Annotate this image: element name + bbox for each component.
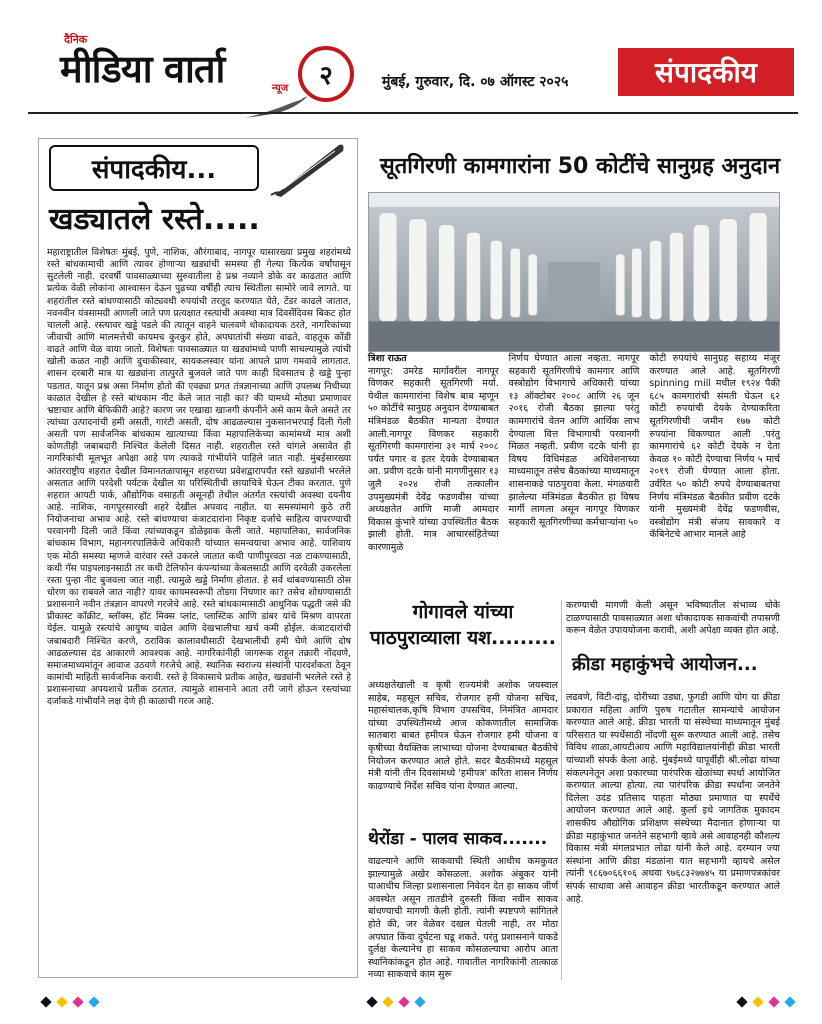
dateline: मुंबई, गुरुवार, दि. ०७ ऑगस्ट २०२५ [382,74,569,90]
yellow-diamond-icon [382,996,393,1007]
footer-marks-left [42,998,98,1006]
lead-story-col-3: कोटी रुपयांचे सानुग्रह सहाय्य मंजूर करण्यात आले आहे. सूतगिरणी spinning mill मधील १९२४ पैकी ६८५ कामगारांची संमती घेऊन ६२ कोटी रुपयांची देयके देण्याकरिता सूतगिरणीची जमीन १७७ कोटी रुपयांना विकण्यात आली .परंतु कामगारांचे ६२ कोटी देयके न देता केवळ १० कोटी देण्याचा निर्णय ५ मार्च २०१९ रोजी घेण्यात आला होता. उर्वरित ५० कोटी रुपये देण्याबाबतचा निर्णय मंत्रिमंडळ बैठकीत प्रवीण दटके यांनी मुख्यमंत्री देवेंद्र फडणवीस, वस्त्रोद्योग मंत्री संजय सावकारे व कॅबिनेटचे आभार मानले आहे [649,353,781,541]
quill-icon [242,94,312,120]
gogawale-headline: गोगावले यांच्या पाठपुराव्याला यश......... [370,601,556,649]
masthead-daily-label: दैनिक [64,33,88,46]
editorial-headline: खड्यातले रस्ते..... [49,202,260,237]
yellow-diamond-icon [56,996,67,1007]
sakav-continued-text: करण्याची मागणी केली असून भविष्यातील संभाव्य धोके टाळण्यासाठी पावसाळ्यात अशा धोकादायक साकवांची तपासणी करून वेळेत उपाययोजना करावी, अशी अपेक्षा व्यक्त होत आहे. [566,600,780,637]
magenta-diamond-icon [768,996,779,1007]
krida-headline: क्रीडा महाकुंभचे आयोजन... [572,654,758,675]
lead-story-columns [368,353,780,583]
cyan-diamond-icon [88,996,99,1007]
editorial-column [38,138,358,978]
footer-marks-center [368,998,424,1006]
black-diamond-icon [40,996,51,1007]
editorial-body: महाराष्ट्रातील विशेषतः मुंबई, पुणे, नाशिक, औरंगाबाद, नागपूर यासारख्या प्रमुख शहरांमध्ये रस्ते बांधकामाची आणि त्यावर होणाऱ्या खड्यांची समस्या ही गेल्या कित्येक वर्षांपासून सुटलेली नाही. दरवर्षी पावसाळ्याच्या सुरुवातीला हे प्रश्न नव्याने डोके वर काढतात आणि प्रत्येक वेळी लोकांना आश्वासन देऊन पुढच्या वर्षीही त्याच स्थितीला सामोरे जावे लागते. या शहरांतील रस्ते बांधण्यासाठी कोट्यवधी रुपयांची तरतूद करण्यात येते, टेंडर काढले जातात, नवनवीन यंत्रसामग्री आणली जाते पण प्रत्यक्षात रस्त्यांची अवस्था मात्र दिवसेंदिवस बिकट होत चालली आहे. रस्त्यावर खड्डे पडले की त्यातून वाहने चालवणे धोकादायक ठरते, नागरिकांच्या जीवाची आणि मालमत्तेची कायमच कुरकुर होते, अपघातांची संख्या वाढते, वाहतूक कोंडी वाढते आणि वेळ वाया जातो. विशेषतः पावसाळ्यात या खड्यांमध्ये पाणी साचल्यामुळे त्यांची खोली कळत नाही आणि दुचाकीस्वार, सायकलस्वार यांना आपले प्राण गमवावे लागतात. शासन दरबारी मात्र या खड्यांना तात्पुरते बुजवले जाते पण काही दिवसातच हे खड्डे पुन्हा पडतात. यातून प्रश्न असा निर्माण होतो की एवढ्या प्रगत तंत्रज्ञानाच्या आणि उपलब्ध निधीच्या काळात देखील हे रस्ते बांधकाम नीट केले जात नाही का? की यामध्ये मोठ्या प्रमाणावर भ्रष्टाचार आणि बेफिकीरी आहे? कारण जर एखाद्या खाजगी कंपनीने असे काम केले असते तर त्यांच्या उत्पादनांची हमी असती, गारंटी असती, दोष आढळल्यास नुकसानभरपाई दिली गेली असती पण सार्वजनिक बांधकाम खात्याच्या किंवा महापालिकेच्या कामांमध्ये मात्र अशी कोणतीही जबाबदारी निश्चित केलेली दिसत नाही. शहरातील रस्ते चांगले असावेत ही नागरिकांची मूलभूत अपेक्षा आहे पण त्याकडे गांभीर्याने पाहिले जात नाही. मुंबईसारख्या आंतरराष्ट्रीय शहरात देखील विमानतळापासून शहराच्या प्रवेशद्वारापर्यंत रस्ते खड्यांनी भरलेले असतात आणि परदेशी पर्यटक देखील या परिस्थितीची छायाचित्रे घेऊन टीका करतात. पुणे शहरात आयटी पार्क, औद्योगिक वसाहती असूनही तेथील अंतर्गत रस्त्यांची अवस्था दयनीय आहे. नाशिक, नागपूरसारखी शहरे देखील अपवाद नाहीत. या समस्यांमागे कुठे तरी नियोजनाचा अभाव आहे. रस्ते बांधण्याचा कंत्राटदारांना निकृष्ट दर्जाचे साहित्य वापरण्याची परवानगी दिली जाते किंवा त्यांच्याकडून डोळेझाक केली जाते. महापालिका, सार्वजनिक बांधकाम विभाग, महानगरपालिकेचे अधिकारी यांच्यात समन्वयाचा अभाव आहे. याशिवाय एक मोठी समस्या म्हणजे वारंवार रस्ते उकरले जातात कधी पाणीपुरवठा नळ टाकण्यासाठी, कधी गॅस पाइपलाइनसाठी तर कधी टेलिफोन कंपन्यांच्या केबलसाठी आणि दरवेळी उकरलेला रस्ता पुन्हा नीट बुजवला जात नाही. त्यामुळे खड्डे निर्माण होतात. हे सर्व थांबवण्यासाठी ठोस धोरण का राबवले जात नाही? यावर कायमस्वरूपी तोडगा निघणार का? तसेच शोधण्यासाठी प्रशासनाने नवीन तंत्रज्ञान वापरणे गरजेचे आहे. रस्ते बांधकामासाठी आधुनिक पद्धती जसे की प्रीकास्ट काँक्रीट, ब्लॉक्स, हॉट मिक्स प्लांट, प्लास्टिक आणि डांबर यांचे मिश्रण वापरता येईल. यामुळे रस्त्यांचे आयुष्य वाढेल आणि देखभालीचा खर्च कमी होईल. कंत्राटदारांची जबाबदारी निश्चित करणे, ठराविक कालावधीसाठी देखभालीची हमी घेणे आणि दोष आढळल्यास दंड आकारणे आवश्यक आहे. नागरिकांनीही जागरूक राहून तक्रारी नोंदवणे, समाजमाध्यमांतून आवाज उठवणे गरजेचे आहे. स्थानिक स्वराज्य संस्थांनी पारदर्शकता ठेवून कामांची माहिती सार्वजनिक करावी. रस्ते हे विकासाचे प्रतीक आहेत, खड्यांनी भरलेले रस्ते हे प्रशासनाच्या अपयशाचे प्रतीक ठरतात. त्यामुळे शासनाने आता तरी जागे होऊन रस्त्यांच्या दर्जाकडे गांभीर्याने लक्ष देणे ही काळाची गरज आहे. [47,247,351,708]
page-number: २ [298,46,354,102]
masthead-news-label: न्यूज [272,83,289,94]
newspaper-title: मीडिया वार्ता [60,47,225,91]
magenta-diamond-icon [398,996,409,1007]
masthead-divider [28,112,798,114]
section-badge: संपादकीय [618,48,794,96]
editorial-banner: संपादकीय... [49,145,259,191]
column-divider [561,600,562,980]
black-diamond-icon [366,996,377,1007]
lead-story-headline: सूतगिरणी कामगारांना 50 कोटींचे सानुग्रह अनुदान [379,154,781,179]
spinning-mill-photo [368,192,780,352]
gogawale-body: अध्यक्षतेखाली व कृषी राज्यमंत्री अशोक जयस्वाल साहेब, महसूल सचिव, रोजगार हमी योजना सचिव, महासंचालक,कृषि विभाग उपसचिव, निमंत्रित आमदार यांच्या उपस्थितीमध्ये आज कोकणातील सामाजिक सातबारा बाबत हमीपत्र घेऊन रोजगार हमी योजना व कृषीच्या वैयक्तिक लाभाच्या योजना देण्याबाबत बैठकीचे नियोजन करण्यात आले होते. सदर बैठकीमध्ये महसूल मंत्री यांनी तीन दिवसांमध्ये 'हमीपत्र' करिता शासन निर्णय काढण्याचे निर्देश सचिव यांना देण्यात आल्या. [368,680,558,792]
footer-marks-right [738,998,794,1006]
pen-icon [269,141,349,197]
therondo-headline: थेरोंडा - पालव साकव....... [368,829,548,849]
lead-story-text-1: नागपूर: उमरेड मार्गावरील नागपूर विणकर सहकारी सूतगिरणी मर्या. येथील कामगारांना विशेष बाब म्हणून ५० कोटींचे सानुग्रह अनुदान देण्याबाबत मंत्रिमंडळ बैठकीत मान्यता देण्यात आली.नागपूर विणकर सहकारी सूतगिरणी कामगारांना ३१ मार्च २००८ पर्यंत पगार व इतर देयके देण्याबाबत आ. प्रवीण दटके यांनी मागणीनुसार १३ जुलै २०२४ रोजी तत्कालीन उपमुख्यमंत्री देवेंद्र फडणवीस यांच्या अध्यक्षतेत आणि माजी आमदार विकास कुंभारे यांच्या उपस्थितीत बैठक झाली होती. मात्र आचारसंहितेच्या कारणामुळे [368,365,499,553]
yellow-diamond-icon [752,996,763,1007]
lead-story-col-2: निर्णय घेण्यात आला नव्हता. नागपूर सहकारी सूतगिरणीचे कामगार आणि वस्त्रोद्योग विभागाचे अधिकारी यांच्या १३ ऑक्टोबर २००८ आणि २६ जून २०१६ रोजी बैठका झाल्या परंतु कामगारांचे वेतन आणि आर्थिक लाभ देण्याला वित्त विभागाची परवानगी मिळत नव्हती. प्रवीण दटके यांनी हा विषय विधिमंडळ अधिवेशनाच्या माध्यमातून तसेच बैठकांच्या माध्यमातून शासनाकडे पाठपुरावा केला. मंगळवारी झालेल्या मंत्रिमंडळ बैठकीत हा विषय मार्गी लागला असून नागपूर विणकर सहकारी सूतगिरणीच्या कर्मचाऱ्यांना ५० [508,353,640,528]
cyan-diamond-icon [784,996,795,1007]
black-diamond-icon [736,996,747,1007]
cyan-diamond-icon [414,996,425,1007]
therondo-body: वाढल्याने आणि साकवाची स्थिती आधीच कमकुवत झाल्यामुळे अखेर कोसळला. अशोक अंबुकर यांनी याआधीच जिल्हा प्रशासनाला निवेदन देत हा साकव जीर्ण अवस्थेत असून तातडीने दुरुस्ती किंवा नवीन साकव बांधण्याची मागणी केली होती. त्यांनी स्पष्टपणे सांगितले होते की, जर वेळेवर दखल घेतली नाही, तर मोठा अपघात किंवा दुर्घटना घडू शकते. परंतु प्रशासनाने याकडे दुर्लक्ष केल्यानेच हा साकव कोसळल्याचा आरोप आता स्थानिकांकडून होत आहे. गावातील नागरिकांनी तात्काळ नव्या साकवाचे काम सुरू [368,856,558,981]
masthead [28,30,798,108]
lead-story-col-1 [368,353,499,583]
krida-body: लढवणे, विटी-दांडू, दोरीच्या उड्या, फुगडी आणि योग या क्रीडा प्रकारात महिला आणि पुरुष गटातील सामन्यांचे आयोजन करण्यात आले आहे. क्रीडा भारती या संस्थेच्या माध्यमातून मुंबई परिसरात या स्पर्धेसाठी नोंदणी सुरू करण्यात आली आहे. तसेच विविध शाळा,आयटीआय आणि महाविद्यालयांनीही क्रीडा भारती यांच्याशी संपर्क केला आहे. मुंबईमध्ये यापूर्वीही श्री.लोढा यांच्या संकल्पनेतून अशा प्रकारच्या पारंपरिक खेळांच्या स्पर्धा आयोजित करण्यात आल्या होत्या. त्या पारंपरिक क्रीडा स्पर्धांना जनतेने दिलेला उदंड प्रतिसाद पाहता मोठ्या प्रमाणात या स्पर्धेचे आयोजन करण्यात आले आहे. कुर्ला इथे जागतिक मुकादम शासकीय औद्योगिक प्रशिक्षण संस्थेच्या मैदानात होणाऱ्या या क्रीडा महाकुंभात जनतेने सहभागी व्हावे असे आवाहनही कौशल्य विकास मंत्री मंगलप्रभात लोढा यांनी केले आहे. दरम्यान ज्या संस्थांना आणि क्रीडा मंडळांना यात सहभागी व्हायचे असेल त्यांनी ९८६७०६६१०६ अथवा ९७६८३२७७४५ या प्रमाणपत्रकांवर संपर्क साधावा असे आवाहन क्रीडा भारतीकडून करण्यात आले आहे. [566,692,780,905]
byline: त्रिशा राऊत [368,353,407,364]
magenta-diamond-icon [72,996,83,1007]
